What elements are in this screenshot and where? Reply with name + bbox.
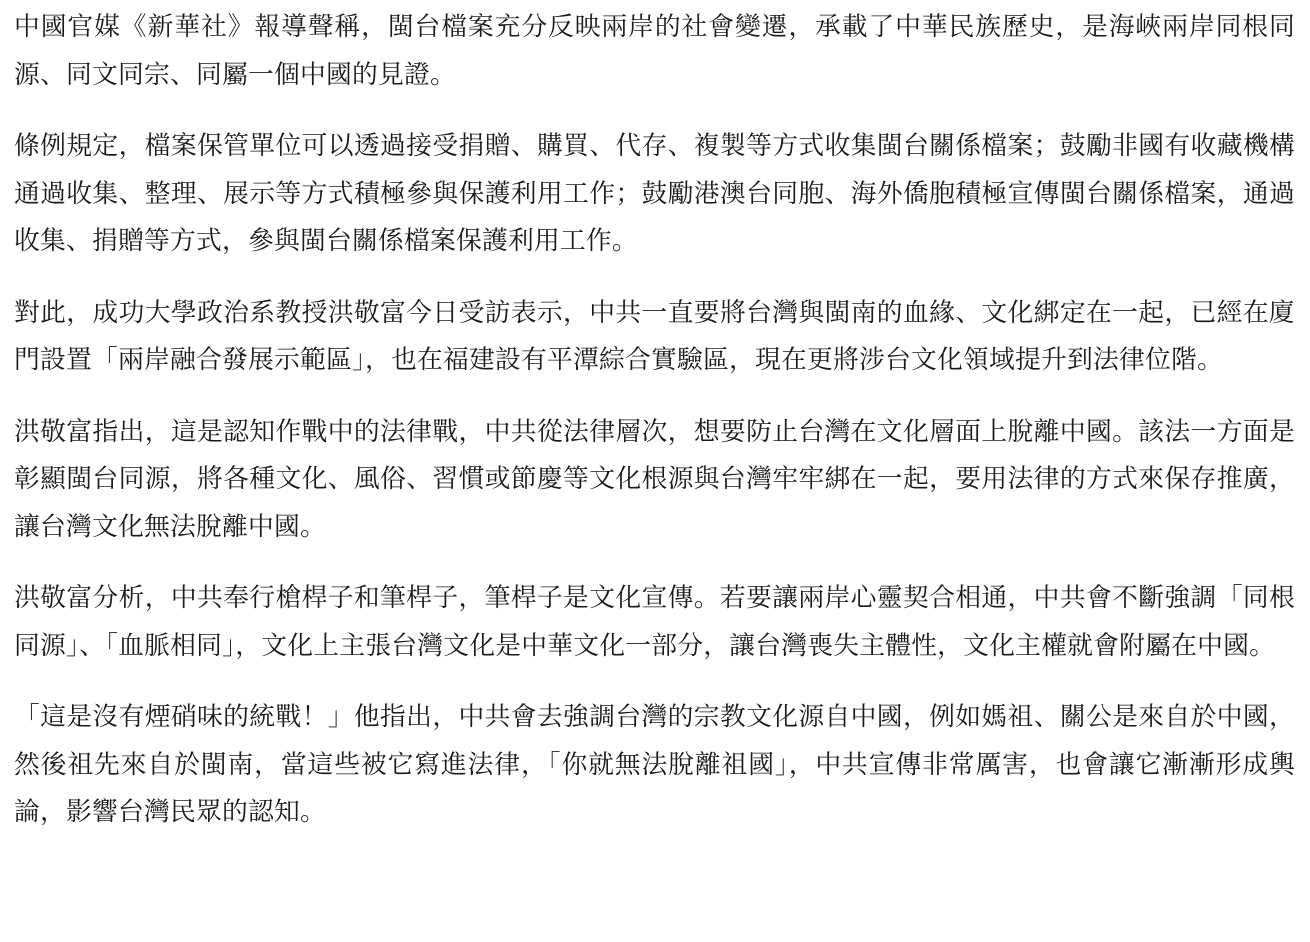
article-paragraph: 洪敬富指出，這是認知作戰中的法律戰，中共從法律層次，想要防止台灣在文化層面上脫離中國。該法一方面是彰顯閩台同源，將各種文化、風俗、習慣或節慶等文化根源與台灣牢牢綁在一起，要用法律的方式來保存推廣，讓台灣文化無法脫離中國。	[14, 416, 1295, 542]
article-paragraph: 洪敬富分析，中共奉行槍桿子和筆桿子，筆桿子是文化宣傳。若要讓兩岸心靈契合相通，中共會不斷強調「同根同源」、「血脈相同」，文化上主張台灣文化是中華文化一部分，讓台灣喪失主體性，文化主權就會附屬在中國。	[14, 583, 1295, 661]
article-paragraph: 「這是沒有煙硝味的統戰！」他指出，中共會去強調台灣的宗教文化源自中國，例如媽祖、關公是來自於中國，然後祖先來自於閩南，當這些被它寫進法律，「你就無法脫離祖國」，中共宣傳非常厲害，也會讓它漸漸形成輿論，影響台灣民眾的認知。	[14, 702, 1295, 827]
article-body	[14, 4, 1295, 837]
article-paragraph: 對此，成功大學政治系教授洪敬富今日受訪表示，中共一直要將台灣與閩南的血緣、文化綁定在一起，已經在廈門設置「兩岸融合發展示範區」，也在福建設有平潭綜合實驗區，現在更將涉台文化領域提升到法律位階。	[14, 297, 1295, 375]
article-paragraph: 中國官媒《新華社》報導聲稱，閩台檔案充分反映兩岸的社會變遷，承載了中華民族歷史，是海峽兩岸同根同源、同文同宗、同屬一個中國的見證。	[14, 12, 1295, 90]
article-paragraph: 條例規定，檔案保管單位可以透過接受捐贈、購買、代存、複製等方式收集閩台關係檔案；鼓勵非國有收藏機構通過收集、整理、展示等方式積極參與保護利用工作；鼓勵港澳台同胞、海外僑胞積極宣傳閩台關係檔案，通過收集、捐贈等方式，參與閩台關係檔案保護利用工作。	[14, 131, 1295, 256]
